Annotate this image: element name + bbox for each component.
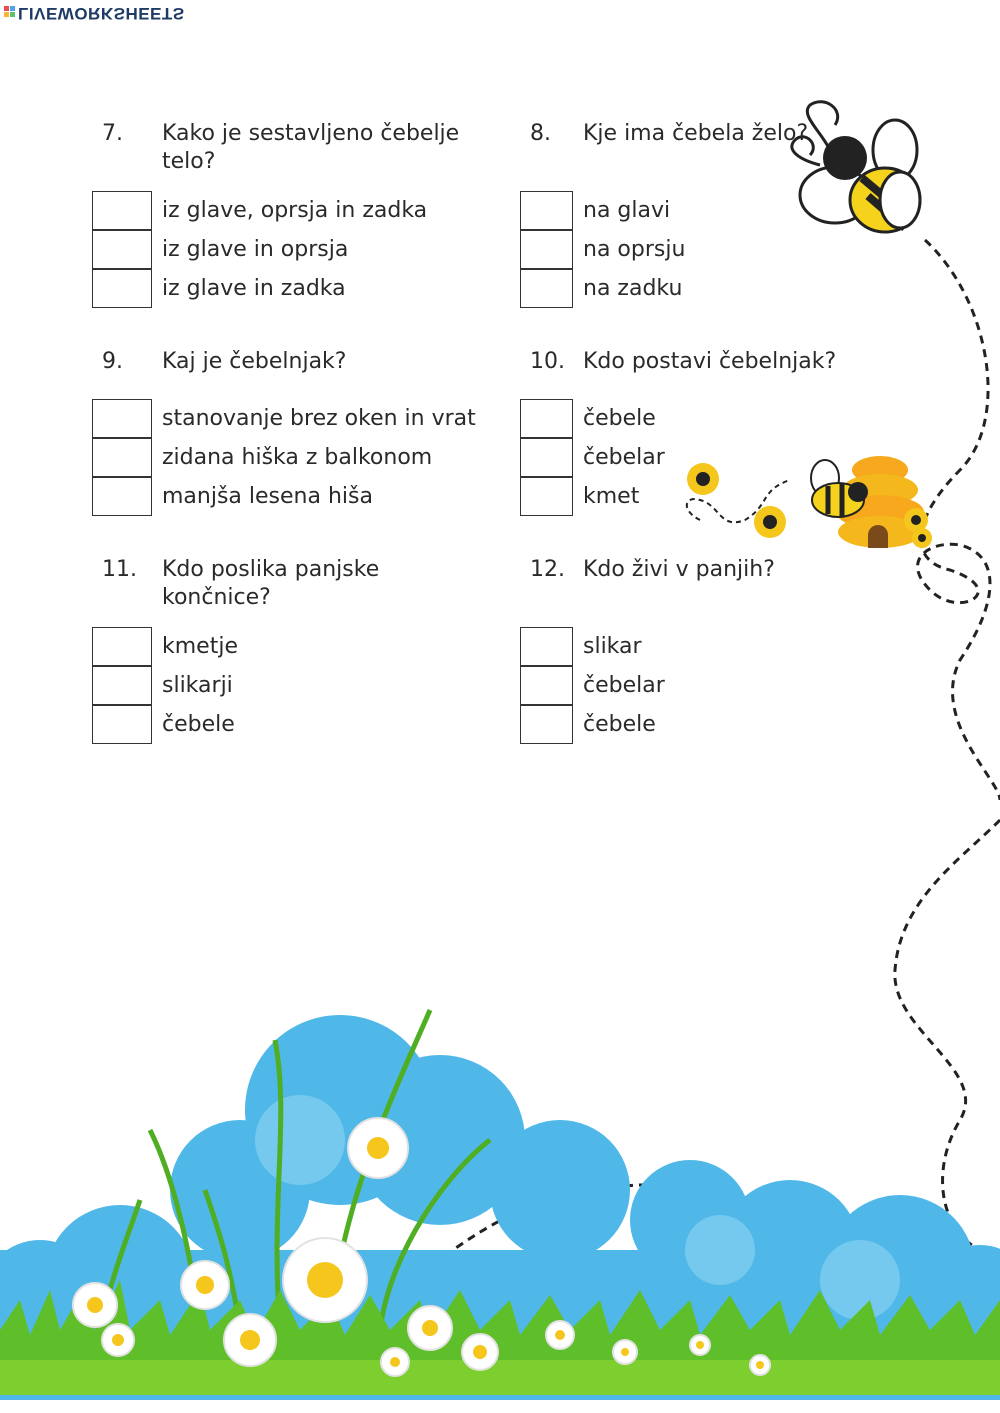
flower-icon: [102, 1324, 134, 1356]
answer-checkbox[interactable]: [520, 191, 573, 230]
answer-checkbox[interactable]: [92, 438, 152, 477]
question-text: Kje ima čebela želo?: [583, 121, 809, 146]
answer-checkbox[interactable]: [520, 705, 573, 744]
answer-checkbox[interactable]: [520, 666, 573, 705]
logo-text: LIVEWORKSHEETS: [18, 4, 185, 23]
flower-icon: [348, 1118, 408, 1178]
option-label: slikarji: [162, 673, 233, 698]
option-label: čebele: [583, 406, 656, 431]
option-label: na oprsju: [583, 237, 686, 262]
flower-icon: [754, 506, 786, 538]
answer-checkbox[interactable]: [520, 627, 573, 666]
answer-checkbox[interactable]: [92, 269, 152, 308]
option-label: zidana hiška z balkonom: [162, 445, 433, 470]
flower-icon: [408, 1306, 452, 1350]
answer-checkbox[interactable]: [92, 705, 152, 744]
option-label: iz glave, oprsja in zadka: [162, 198, 428, 223]
answer-checkbox[interactable]: [92, 627, 152, 666]
answer-checkbox[interactable]: [92, 230, 152, 269]
flower-icon: [224, 1314, 276, 1366]
option-label: stanovanje brez oken in vrat: [162, 406, 476, 431]
question-number: 7.: [102, 121, 123, 146]
question-text: Kdo poslika panjske končnice?: [162, 557, 380, 610]
answer-checkbox[interactable]: [520, 230, 573, 269]
answer-checkbox[interactable]: [92, 666, 152, 705]
option-label: manjša lesena hiša: [162, 484, 373, 509]
question-text: Kaj je čebelnjak?: [162, 349, 347, 374]
question-number: 11.: [102, 557, 137, 582]
answer-checkbox[interactable]: [520, 269, 573, 308]
option-label: čebele: [583, 712, 656, 737]
flower-icon: [687, 463, 719, 495]
option-label: slikar: [583, 634, 642, 659]
answer-checkbox[interactable]: [92, 399, 152, 438]
option-label: čebelar: [583, 445, 665, 470]
answer-checkbox[interactable]: [92, 477, 152, 516]
flower-icon: [546, 1321, 574, 1349]
option-label: na glavi: [583, 198, 671, 223]
option-label: na zadku: [583, 276, 683, 301]
question-text: Kdo postavi čebelnjak?: [583, 349, 837, 374]
answer-checkbox[interactable]: [520, 399, 573, 438]
option-label: čebele: [162, 712, 235, 737]
flower-icon: [462, 1334, 498, 1370]
meadow-illustration: [0, 1010, 1000, 1400]
flower-icon: [613, 1340, 637, 1364]
flower-icon: [73, 1283, 117, 1327]
question-number: 9.: [102, 349, 123, 374]
option-label: iz glave in oprsja: [162, 237, 349, 262]
option-label: čebelar: [583, 673, 665, 698]
question-text: Kako je sestavljeno čebelje telo?: [162, 121, 460, 174]
answer-checkbox[interactable]: [520, 477, 573, 516]
question-text: Kdo živi v panjih?: [583, 557, 775, 582]
question-number: 10.: [530, 349, 565, 374]
option-label: iz glave in zadka: [162, 276, 346, 301]
question-number: 8.: [530, 121, 551, 146]
flower-icon: [750, 1355, 770, 1375]
question-number: 12.: [530, 557, 565, 582]
flower-icon: [381, 1348, 409, 1376]
flower-icon: [181, 1261, 229, 1309]
flower-icon: [690, 1335, 710, 1355]
answer-checkbox[interactable]: [520, 438, 573, 477]
flower-icon: [283, 1238, 367, 1322]
answer-checkbox[interactable]: [92, 191, 152, 230]
option-label: kmet: [583, 484, 640, 509]
option-label: kmetje: [162, 634, 238, 659]
